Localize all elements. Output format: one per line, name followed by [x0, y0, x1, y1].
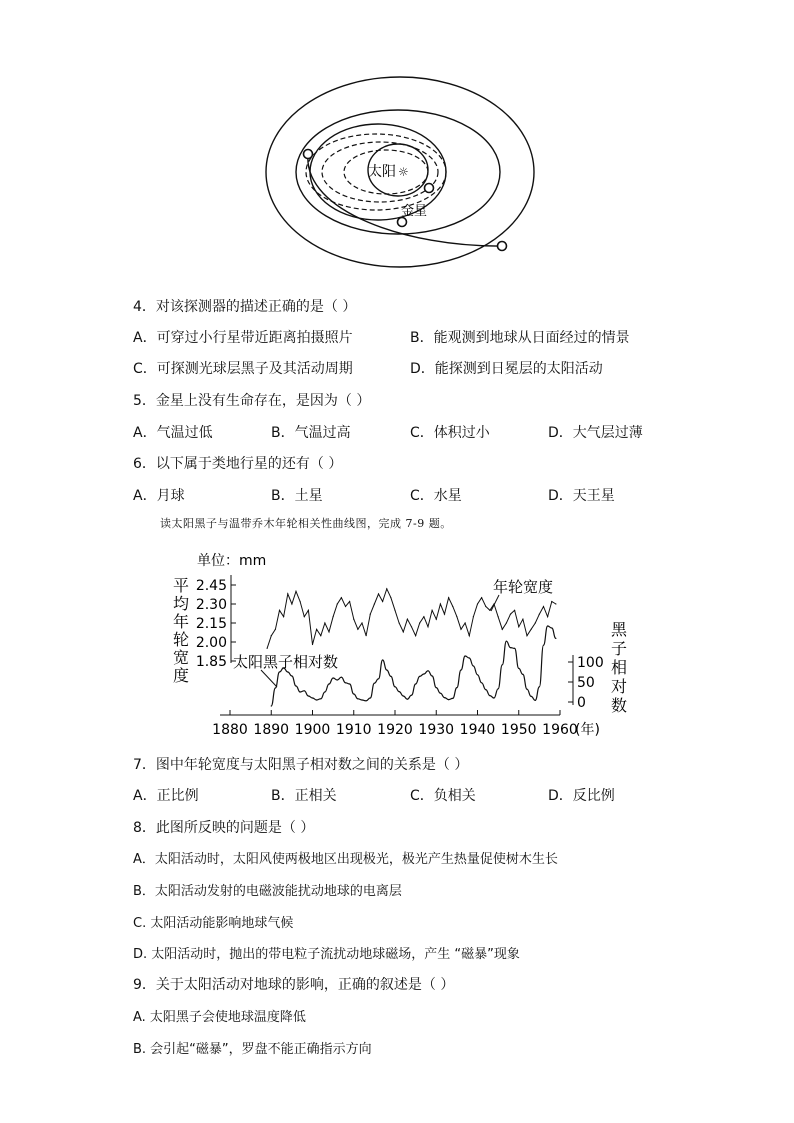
- sunspot-point: [320, 698, 321, 699]
- q6-option-b: B．土星: [271, 488, 323, 504]
- ring-point: [547, 616, 548, 617]
- ring-width-line: [267, 589, 556, 649]
- ring-point: [353, 619, 354, 620]
- sunspot-point: [415, 683, 416, 684]
- ring-point: [370, 614, 371, 615]
- sunspot-point: [279, 671, 280, 672]
- left-axis-char: 度: [173, 666, 190, 685]
- sunspot-point: [357, 698, 358, 699]
- ring-point: [287, 593, 288, 594]
- ring-point: [390, 597, 391, 598]
- sunspot-point: [341, 677, 342, 678]
- ring-point: [539, 614, 540, 615]
- ring-point: [312, 644, 313, 645]
- ring-point: [456, 616, 457, 617]
- ring-point: [341, 597, 342, 598]
- sunspot-series-label: 太阳黑子相对数: [233, 653, 339, 671]
- sunspot-point: [493, 697, 494, 698]
- ring-point: [448, 597, 449, 598]
- chart-intro: 读太阳黑子与温带乔木年轮相关性曲线图，完成 7-9 题。: [160, 517, 452, 530]
- x-axis-unit: (年): [575, 722, 600, 738]
- q7-option-d: D．反比例: [548, 788, 615, 804]
- sunspot-ring-chart: [165, 547, 645, 742]
- ring-point: [460, 629, 461, 630]
- sunspot-point: [419, 676, 420, 677]
- ring-series-label: 年轮宽度: [493, 578, 554, 596]
- sunspot-point: [477, 674, 478, 675]
- sunspot-point: [473, 665, 474, 666]
- sunspot-point: [295, 685, 296, 686]
- ring-point: [275, 629, 276, 630]
- ring-point: [399, 622, 400, 623]
- q6-option-d: D．天王星: [548, 488, 615, 504]
- sunspot-point: [502, 664, 503, 665]
- orbit-figure: [258, 72, 558, 277]
- x-tick-label: 1910: [335, 722, 372, 738]
- ring-point: [485, 606, 486, 607]
- ring-point: [444, 614, 445, 615]
- planet-dot: [304, 150, 313, 159]
- ring-point: [514, 610, 515, 611]
- right-axis-char: 相: [611, 658, 628, 677]
- q8-option-c: C. 太阳活动能影响地球气候: [133, 916, 294, 931]
- sunspot-point: [456, 687, 457, 688]
- sunspot-point: [531, 696, 532, 697]
- sunspot-point: [485, 689, 486, 690]
- q5-option-a: A．气温过低: [133, 425, 213, 441]
- sunspot-point: [436, 687, 437, 688]
- sunspot-point: [287, 671, 288, 672]
- sunspot-point: [291, 675, 292, 676]
- q4-option-a: A．可穿过小行星带近距离拍摄照片: [133, 330, 353, 346]
- q5-option-c: C．体积过小: [410, 425, 490, 441]
- sun-label: 太阳: [368, 164, 396, 180]
- q7-option-a: A．正比例: [133, 788, 199, 804]
- ring-point: [436, 619, 437, 620]
- ring-point: [403, 631, 404, 632]
- unit-label: 单位：mm: [197, 553, 267, 569]
- venus-label: 金星: [401, 204, 428, 219]
- ring-point: [304, 616, 305, 617]
- sunspot-point: [382, 659, 383, 660]
- ring-point: [452, 606, 453, 607]
- q7-option-b: B．正相关: [271, 788, 337, 804]
- left-axis-char: 年: [173, 612, 190, 631]
- ring-point: [361, 622, 362, 623]
- x-tick-label: 1920: [377, 722, 413, 738]
- sunspot-point: [366, 700, 367, 701]
- x-tick-label: 1890: [253, 722, 290, 738]
- sun-icon: ☼: [398, 165, 409, 179]
- right-tick-label: 100: [577, 655, 604, 671]
- left-axis-char: 平: [173, 576, 190, 595]
- ring-point: [481, 597, 482, 598]
- sunspot-point: [353, 693, 354, 694]
- x-tick-label: 1950: [500, 722, 537, 738]
- ring-point: [320, 635, 321, 636]
- sunspot-point: [460, 669, 461, 670]
- sunspot-point: [551, 627, 552, 628]
- sunspot-point: [481, 682, 482, 683]
- left-axis-char: 均: [173, 594, 190, 613]
- sunspot-point: [522, 674, 523, 675]
- question-8: 8．此图所反映的问题是（ ）: [133, 820, 315, 836]
- sunspot-point: [308, 695, 309, 696]
- ring-point: [432, 610, 433, 611]
- ring-point: [555, 603, 556, 604]
- sunspot-point: [452, 698, 453, 699]
- ring-point: [337, 603, 338, 604]
- q4-option-d: D．能探测到日冕层的太阳活动: [410, 361, 603, 377]
- sunspot-point: [349, 683, 350, 684]
- question-6: 6．以下属于类地行星的还有（ ）: [133, 456, 343, 472]
- ring-point: [407, 619, 408, 620]
- right-axis-char: 对: [611, 677, 628, 696]
- ring-point: [328, 631, 329, 632]
- ring-point: [502, 629, 503, 630]
- left-tick-label: 2.45: [195, 578, 227, 594]
- sunspot-point: [361, 699, 362, 700]
- ring-point: [357, 629, 358, 630]
- left-tick-label: 2.15: [195, 616, 227, 632]
- sunspot-point: [432, 675, 433, 676]
- ring-point: [535, 622, 536, 623]
- sunspot-label-leader: [261, 670, 277, 687]
- sunspot-point: [518, 668, 519, 669]
- ring-point: [366, 635, 367, 636]
- ring-point: [283, 616, 284, 617]
- ring-point: [419, 622, 420, 623]
- ring-point: [543, 606, 544, 607]
- ring-point: [518, 626, 519, 627]
- question-9: 9．关于太阳活动对地球的影响，正确的叙述是（ ）: [133, 977, 455, 993]
- ring-point: [551, 601, 552, 602]
- right-tick-label: 0: [577, 695, 586, 711]
- right-axis-char: 子: [611, 639, 628, 658]
- sunspot-point: [535, 700, 536, 701]
- sunspot-point: [506, 641, 507, 642]
- ring-point: [510, 614, 511, 615]
- sunspot-point: [514, 648, 515, 649]
- sunspot-point: [403, 695, 404, 696]
- ring-point: [271, 635, 272, 636]
- sunspot-point: [394, 686, 395, 687]
- ring-point: [279, 610, 280, 611]
- ring-point: [308, 610, 309, 611]
- ring-point: [469, 635, 470, 636]
- ring-point: [506, 622, 507, 623]
- sunspot-point: [411, 695, 412, 696]
- ring-point: [473, 616, 474, 617]
- sunspot-point: [427, 670, 428, 671]
- sunspot-point: [440, 693, 441, 694]
- q4-option-c: C．可探测光球层黑子及其活动周期: [133, 361, 353, 377]
- probe-dot: [498, 242, 507, 251]
- sunspot-point: [374, 683, 375, 684]
- x-tick-label: 1930: [418, 722, 455, 738]
- ring-point: [411, 626, 412, 627]
- sunspot-point: [345, 682, 346, 683]
- ring-point: [440, 603, 441, 604]
- ring-point: [531, 629, 532, 630]
- sunspot-point: [444, 697, 445, 698]
- right-axis-char: 数: [611, 696, 628, 715]
- sunspot-point: [333, 677, 334, 678]
- question-7: 7．图中年轮宽度与太阳黑子相对数之间的关系是（ ）: [133, 757, 469, 773]
- sunspot-point: [465, 655, 466, 656]
- question-4: 4．对该探测器的描述正确的是（ ）: [133, 299, 357, 315]
- ring-point: [378, 593, 379, 594]
- sunspot-point: [407, 699, 408, 700]
- sunspot-point: [324, 691, 325, 692]
- sunspot-point: [370, 697, 371, 698]
- q9-option-b: B. 会引起“磁暴”，罗盘不能正确指示方向: [133, 1042, 372, 1057]
- sunspot-point: [275, 687, 276, 688]
- ring-point: [267, 648, 268, 649]
- sunspot-point: [448, 699, 449, 700]
- x-tick-label: 1960: [542, 722, 578, 738]
- ring-point: [415, 635, 416, 636]
- ring-point: [465, 622, 466, 623]
- q8-option-a: A．太阳活动时，太阳风使两极地区出现极光，极光产生热量促使树木生长: [133, 852, 558, 867]
- ring-point: [382, 601, 383, 602]
- ring-point: [386, 588, 387, 589]
- sunspot-point: [386, 669, 387, 670]
- left-axis-char: 轮: [173, 630, 190, 649]
- sunspot-point: [300, 691, 301, 692]
- q5-option-d: D．大气层过薄: [548, 425, 643, 441]
- ring-point: [333, 616, 334, 617]
- ring-point: [526, 635, 527, 636]
- sunspot-point: [271, 705, 272, 706]
- sunspot-point: [555, 638, 556, 639]
- question-5: 5．金星上没有生命存在，是因为（ ）: [133, 393, 371, 409]
- x-tick-label: 1940: [459, 722, 496, 738]
- left-axis-char: 宽: [173, 648, 190, 667]
- ring-point: [423, 616, 424, 617]
- q4-option-b: B．能观测到地球从日面经过的情景: [410, 330, 630, 346]
- ring-point: [291, 603, 292, 604]
- q8-option-b: B．太阳活动发射的电磁波能扰动地球的电离层: [133, 884, 402, 899]
- ring-point: [324, 622, 325, 623]
- sunspot-point: [498, 688, 499, 689]
- ring-point: [300, 601, 301, 602]
- q9-option-a: A. 太阳黑子会使地球温度降低: [133, 1010, 306, 1025]
- ring-point: [477, 603, 478, 604]
- sunspot-point: [510, 647, 511, 648]
- x-tick-label: 1880: [212, 722, 248, 738]
- sunspot-point: [543, 645, 544, 646]
- sunspot-point: [399, 691, 400, 692]
- ring-point: [316, 629, 317, 630]
- ring-point: [522, 619, 523, 620]
- q7-option-c: C．负相关: [410, 788, 476, 804]
- left-tick-label: 2.00: [195, 635, 227, 651]
- left-tick-label: 2.30: [195, 597, 227, 613]
- sunspot-point: [539, 686, 540, 687]
- ring-point: [498, 616, 499, 617]
- sunspot-point: [337, 679, 338, 680]
- right-axis-char: 黑: [611, 620, 628, 639]
- ring-point: [295, 591, 296, 592]
- sunspot-point: [423, 673, 424, 674]
- right-axis-label: [611, 620, 628, 715]
- ring-point: [427, 626, 428, 627]
- sunspot-point: [526, 689, 527, 690]
- sunspot-point: [378, 678, 379, 679]
- left-axis-label: [173, 576, 189, 685]
- q8-option-d: D. 太阳活动时，抛出的带电粒子流扰动地球磁场，产生 “磁暴”现象: [133, 947, 520, 962]
- sunspot-point: [316, 699, 317, 700]
- ring-point: [345, 606, 346, 607]
- q5-option-b: B．气温过高: [271, 425, 351, 441]
- sunspot-point: [547, 625, 548, 626]
- sunspot-point: [304, 690, 305, 691]
- sunspot-point: [312, 697, 313, 698]
- q6-option-a: A．月球: [133, 488, 185, 504]
- sunspot-point: [390, 676, 391, 677]
- ring-point: [374, 603, 375, 604]
- x-tick-label: 1900: [294, 722, 331, 738]
- ring-point: [349, 601, 350, 602]
- left-tick-label: 1.85: [195, 654, 227, 670]
- q6-option-c: C．水星: [410, 488, 462, 504]
- right-tick-label: 50: [577, 675, 595, 691]
- sunspot-point: [489, 695, 490, 696]
- sunspot-point: [328, 683, 329, 684]
- ring-point: [394, 610, 395, 611]
- planet-dot: [425, 184, 434, 193]
- sunspot-point: [469, 657, 470, 658]
- ring-point: [489, 610, 490, 611]
